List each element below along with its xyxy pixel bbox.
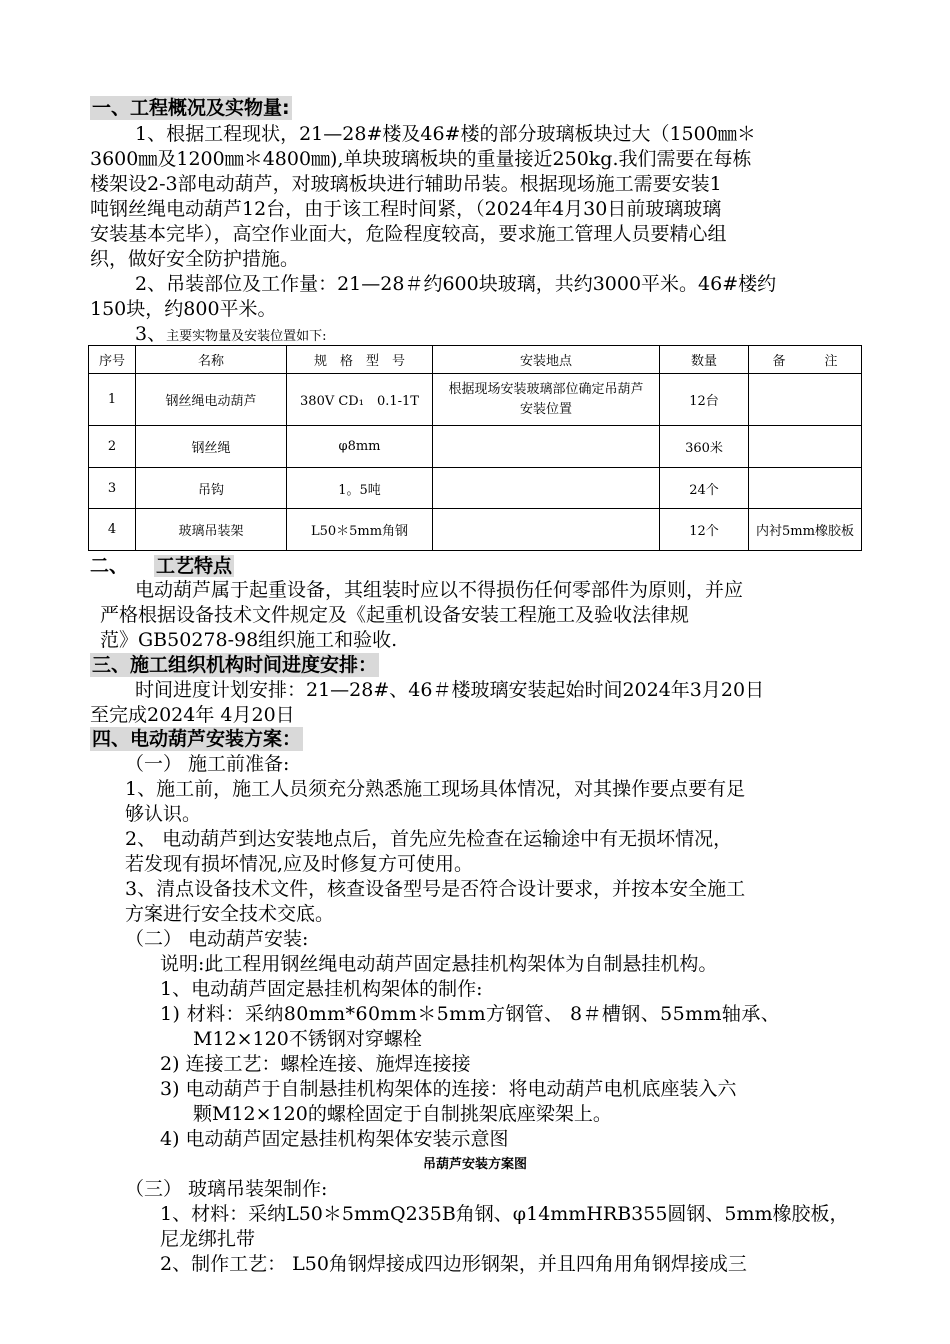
list-item-continuation: 颗M12×120的螺栓固定于自制挑架底座梁架上。	[193, 1103, 612, 1125]
table-intro-text: 主要实物量及安装位置如下:	[166, 329, 327, 344]
header-cell: 数量	[660, 346, 749, 374]
paragraph-line: 方案进行安全技术交底。	[125, 903, 335, 925]
paragraph-line: 2、吊装部位及工作量：21—28＃约600块玻璃，共约3000平米。46#楼约	[135, 273, 777, 295]
paragraph-line: 楼架设2-3部电动葫芦，对玻璃板块进行辅助吊装。根据现场施工需要安装1	[90, 173, 722, 195]
section-2-number: 二、	[90, 555, 129, 577]
table-row	[89, 374, 862, 426]
paragraph-line: 范》GB50278-98组织施工和验收.	[100, 629, 398, 651]
table-cell: 12个	[660, 509, 749, 551]
table-cell	[749, 468, 862, 509]
table-cell	[749, 426, 862, 468]
paragraph-line: 严格根据设备技术文件规定及《起重机设备安装工程施工及验收法律规	[100, 604, 690, 626]
table-cell: 钢丝绳电动葫芦	[136, 374, 287, 426]
table-cell: 12台	[660, 374, 749, 426]
table-cell: 4	[89, 509, 136, 551]
paragraph-line: 3600㎜及1200㎜＊4800㎜),单块玻璃板块的重量接近250kg.我们需要在每栋	[90, 148, 752, 170]
table-cell: 380V CD₁ 0.1-1T	[287, 374, 433, 426]
table-cell: 玻璃吊装架	[136, 509, 287, 551]
paragraph-line: 吨钢丝绳电动葫芦12台，由于该工程时间紧，（2024年4月30日前玻璃玻璃	[90, 198, 722, 220]
section-3-heading: 三、施工组织机构时间进度安排：	[92, 654, 378, 676]
list-item: 3) 电动葫芦于自制悬挂机构架体的连接：将电动葫芦电机底座装入六	[160, 1078, 737, 1100]
paragraph-line: 1、材料：采纳L50＊5mmQ235B角钢、φ14mmHRB355圆钢、5mm橡胶板，	[160, 1203, 849, 1225]
section-4-heading: 四、电动葫芦安装方案：	[92, 728, 302, 750]
table-row	[89, 426, 862, 468]
table-cell	[749, 374, 862, 426]
paragraph-line: 尼龙绑扎带	[160, 1228, 256, 1250]
paragraph-line: 2、制作工艺： L50角钢焊接成四边形钢架，并且四角用角钢焊接成三	[160, 1253, 747, 1275]
list-item-continuation: M12×120不锈钢对穿螺栓	[193, 1028, 422, 1050]
table-cell: 360米	[660, 426, 749, 468]
subsection-title: （三） 玻璃吊装架制作:	[125, 1178, 328, 1200]
table-cell: 钢丝绳	[136, 426, 287, 468]
header-cell: 序号	[89, 346, 136, 374]
table-cell: 2	[89, 426, 136, 468]
table-row	[89, 468, 862, 509]
paragraph-line: 若发现有损坏情况,应及时修复方可使用。	[125, 853, 474, 875]
table-cell: 1。5吨	[287, 468, 433, 509]
list-item: 4) 电动葫芦固定悬挂机构架体安装示意图	[160, 1128, 509, 1150]
table-header-row	[89, 346, 862, 374]
paragraph-line: 3、清点设备技术文件，核查设备型号是否符合设计要求，并按本安全施工	[125, 878, 746, 900]
list-item: 1) 材料：采纳80mm*60mm＊5mm方钢管、 8＃槽钢、55mm轴承、	[160, 1003, 781, 1025]
table-intro-number: 3、	[135, 323, 167, 345]
list-item: 2) 连接工艺：螺栓连接、施焊连接接	[160, 1053, 471, 1075]
table-cell: 1	[89, 374, 136, 426]
section-1-heading: 一、工程概况及实物量:	[92, 97, 290, 119]
table-cell	[433, 426, 660, 468]
table-cell: 吊钩	[136, 468, 287, 509]
paragraph-line: 说明:此工程用钢丝绳电动葫芦固定悬挂机构架体为自制悬挂机构。	[160, 953, 718, 975]
section-2-title: 工艺特点	[156, 555, 233, 577]
section-2-heading	[90, 554, 234, 578]
paragraph-line: 时间进度计划安排：21—28#、46＃楼玻璃安装起始时间2024年3月20日	[135, 679, 765, 701]
table-cell: 内衬5mm橡胶板	[749, 509, 862, 551]
paragraph-line: 电动葫芦属于起重设备，其组装时应以不得损伤任何零部件为原则，并应	[135, 579, 744, 601]
subsection-title: （一） 施工前准备:	[125, 753, 290, 775]
subsection-title: （二） 电动葫芦安装:	[125, 928, 309, 950]
header-cell: 名称	[136, 346, 287, 374]
table-cell: 根据现场安装玻璃部位确定吊葫芦 安装位置	[433, 374, 660, 426]
paragraph-line: 1、根据工程现状，21—28#楼及46#楼的部分玻璃板块过大（1500㎜＊	[135, 123, 756, 145]
paragraph-line: 够认识。	[125, 803, 202, 825]
header-cell: 安装地点	[433, 346, 660, 374]
table-cell	[433, 509, 660, 551]
table-row	[89, 509, 862, 551]
materials-table	[88, 345, 862, 551]
table-cell: 3	[89, 468, 136, 509]
table-cell: φ8mm	[287, 426, 433, 468]
paragraph-line: 1、施工前，施工人员须充分熟悉施工现场具体情况，对其操作要点要有足	[125, 778, 746, 800]
figure-caption: 吊葫芦安装方案图	[422, 1157, 527, 1172]
paragraph-line: 1、电动葫芦固定悬挂机构架体的制作:	[160, 978, 483, 1000]
table-cell: L50＊5mm角钢	[287, 509, 433, 551]
header-cell: 规 格 型 号	[287, 346, 433, 374]
paragraph-line: 150块，约800平米。	[90, 298, 277, 320]
paragraph-line: 安装基本完毕），高空作业面大，危险程度较高，要求施工管理人员要精心组	[90, 223, 727, 245]
header-cell: 备 注	[749, 346, 862, 374]
table-cell: 24个	[660, 468, 749, 509]
paragraph-line: 织，做好安全防护措施。	[90, 248, 300, 270]
paragraph-line: 2、 电动葫芦到达安装地点后，首先应先检查在运输途中有无损坏情况，	[125, 828, 733, 850]
table-cell	[433, 468, 660, 509]
paragraph-line: 至完成2024年 4月20日	[90, 704, 295, 726]
